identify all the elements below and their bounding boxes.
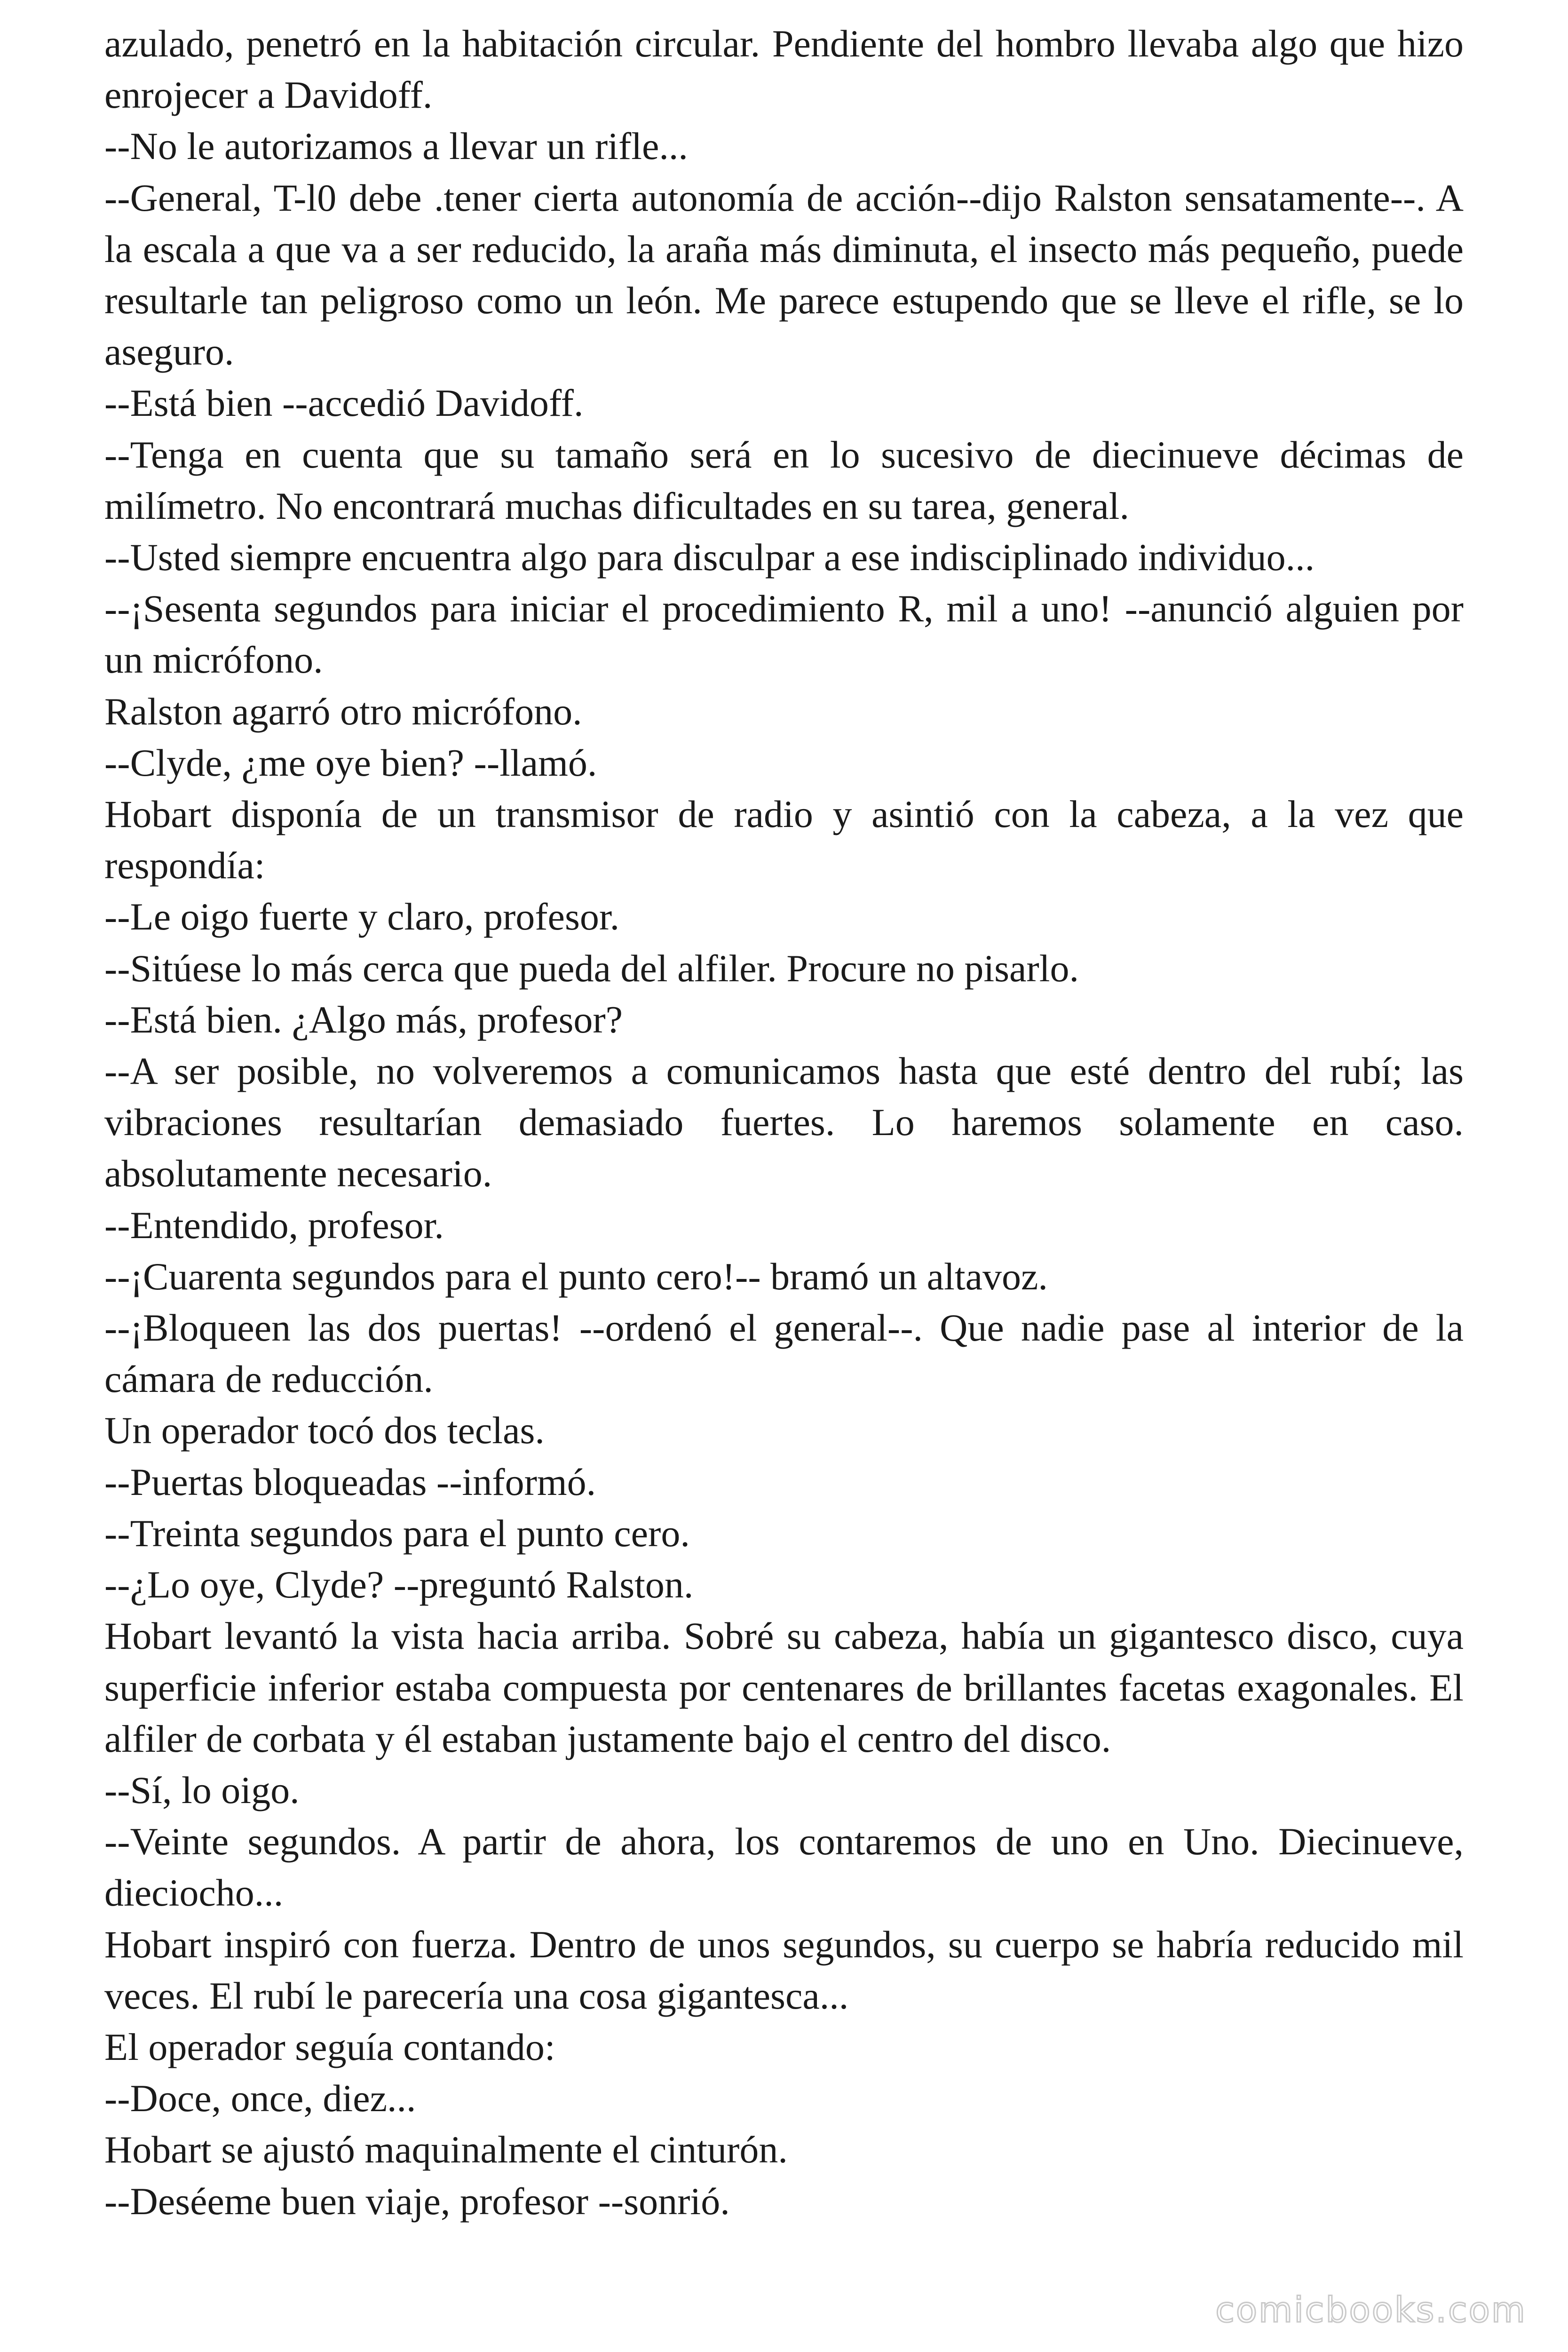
paragraph: --Clyde, ¿me oye bien? --llamó. — [104, 741, 597, 784]
paragraph: --Veinte segundos. A partir de ahora, los contaremos de uno en Uno. Diecinueve, dieciocho... — [104, 1820, 1464, 1915]
paragraph: --Está bien --accedió Davidoff. — [104, 381, 584, 425]
paragraph: azulado, penetró en la habitación circular. Pendiente del hombro llevaba algo que hizo enrojecer a Davidoff. — [104, 22, 1464, 117]
paragraph: --Sitúese lo más cerca que pueda del alfiler. Procure no pisarlo. — [104, 946, 1079, 990]
paragraph: --No le autorizamos a llevar un rifle... — [104, 125, 688, 168]
paragraph: Hobart se ajustó maquinalmente el cinturón. — [104, 2128, 788, 2171]
paragraph: Hobart levantó la vista hacia arriba. Sobré su cabeza, había un gigantesco disco, cuya superficie inferior estaba compuesta por centenares de brillantes facetas exagonales. El alfiler de corbata y él estaban justamente bajo el centro del disco. — [104, 1614, 1464, 1760]
watermark-logo: comicbooks.com — [1215, 2290, 1527, 2330]
paragraph: --¡Sesenta segundos para iniciar el procedimiento R, mil a uno! --anunció alguien por un micrófono. — [104, 587, 1464, 682]
paragraph: --Entendido, profesor. — [104, 1203, 444, 1247]
paragraph: --¡Cuarenta segundos para el punto cero!-- bramó un altavoz. — [104, 1255, 1048, 1298]
paragraph: --Le oigo fuerte y claro, profesor. — [104, 895, 620, 938]
paragraph: --Usted siempre encuentra algo para disculpar a ese indisciplinado individuo... — [104, 536, 1315, 579]
paragraph: --Está bien. ¿Algo más, profesor? — [104, 998, 623, 1041]
paragraph: --Sí, lo oigo. — [104, 1768, 300, 1812]
paragraph: --Tenga en cuenta que su tamaño será en lo sucesivo de diecinueve décimas de milímetro. No encontrará muchas dificultades en su tarea, general. — [104, 433, 1464, 527]
paragraph: Ralston agarró otro micrófono. — [104, 690, 582, 733]
paragraph: --General, T-l0 debe .tener cierta autonomía de acción--dijo Ralston sensatamente--. A la escala a que va a ser reducido, la araña más diminuta, el insecto más pequeño, puede resultarle tan peligroso como un león. Me parece estupendo que se lleve el rifle, se lo aseguro. — [104, 176, 1464, 373]
paragraph: --A ser posible, no volveremos a comunicamos hasta que esté dentro del rubí; las vibraciones resultarían demasiado fuertes. Lo haremos solamente en caso. absolutamente necesario. — [104, 1049, 1464, 1195]
body-text — [104, 18, 1464, 2227]
paragraph: Un operador tocó dos teclas. — [104, 1409, 545, 1452]
paragraph: --¿Lo oye, Clyde? --preguntó Ralston. — [104, 1563, 694, 1606]
paragraph: --Doce, once, diez... — [104, 2077, 416, 2120]
paragraph: Hobart inspiró con fuerza. Dentro de unos segundos, su cuerpo se habría reducido mil veces. El rubí le parecería una cosa gigantesca... — [104, 1923, 1464, 2017]
paragraph: --¡Bloqueen las dos puertas! --ordenó el general--. Que nadie pase al interior de la cámara de reducción. — [104, 1306, 1464, 1401]
paragraph: --Deséeme buen viaje, profesor --sonrió. — [104, 2179, 730, 2223]
paragraph: --Puertas bloqueadas --informó. — [104, 1460, 596, 1503]
paragraph: El operador seguía contando: — [104, 2025, 555, 2068]
paragraph: --Treinta segundos para el punto cero. — [104, 1511, 690, 1555]
paragraph: Hobart disponía de un transmisor de radio y asintió con la cabeza, a la vez que respondía: — [104, 793, 1464, 887]
